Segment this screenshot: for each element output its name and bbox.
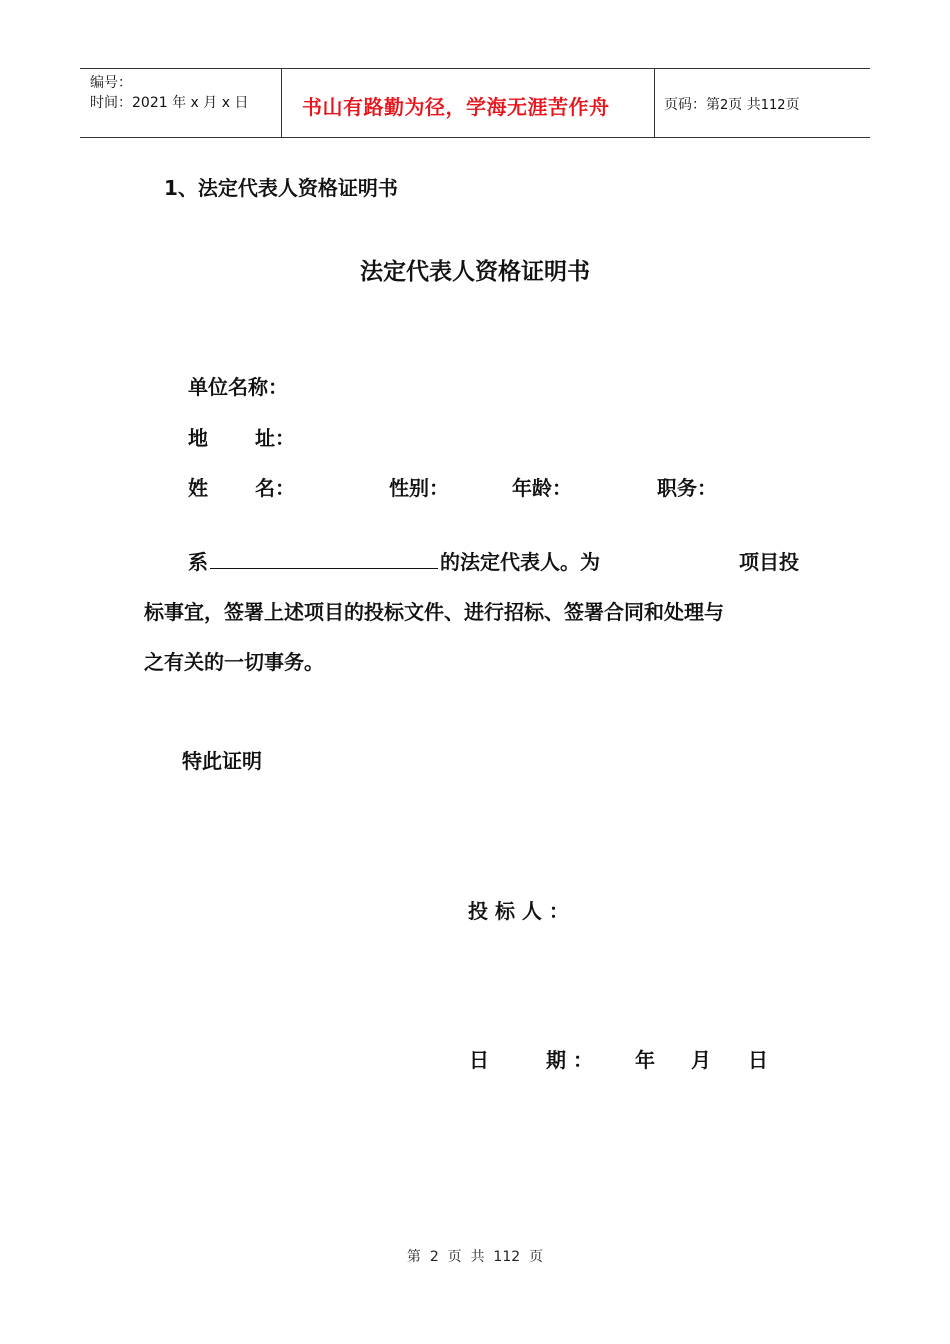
section-heading: 1、法定代表人资格证明书 xyxy=(164,176,398,200)
page-suffix: 页 xyxy=(785,97,800,113)
page-prefix: 页码：第 xyxy=(664,97,720,113)
closing-statement: 特此证明 xyxy=(182,749,262,773)
age-label: 年龄： xyxy=(512,476,572,500)
header-motto: 书山有路勤为径，学海无涯苦作舟 xyxy=(302,95,610,119)
month-label: 月 xyxy=(691,1048,711,1072)
serial-label: 编号： xyxy=(90,75,132,91)
header-table xyxy=(80,68,870,138)
body-line-1 xyxy=(188,546,600,575)
bidder-label: 投 标 人 ： xyxy=(468,899,569,923)
name-label-b: 名： xyxy=(255,476,295,500)
body-line-2: 标事宜，签署上述项目的投标文件、进行招标、签署合同和处理与 xyxy=(144,600,724,624)
unit-name-label: 单位名称： xyxy=(188,375,288,399)
body-line-1-mid: 的法定代表人。为 xyxy=(440,550,600,574)
body-line-3: 之有关的一切事务。 xyxy=(144,650,324,674)
body-line-1-start: 系 xyxy=(188,550,208,574)
blank-underline xyxy=(210,548,438,569)
page-footer: 第 2 页 共 112 页 xyxy=(406,1249,544,1265)
date-label-b: 期 ： xyxy=(546,1048,593,1072)
position-label: 职务： xyxy=(657,476,717,500)
page-total: 112 xyxy=(760,98,786,113)
time-label: 时间：2021 年 x 月 x 日 xyxy=(90,95,249,111)
header-divider xyxy=(281,69,282,137)
name-label-a: 姓 xyxy=(188,476,208,500)
year-label: 年 xyxy=(635,1048,655,1072)
date-label-a: 日 xyxy=(469,1048,489,1072)
header-page-info xyxy=(664,94,800,114)
gender-label: 性别： xyxy=(389,476,449,500)
header-divider xyxy=(654,69,655,137)
page-number: 2 xyxy=(720,98,729,113)
page-mid: 页 共 xyxy=(728,97,761,113)
header-meta xyxy=(90,73,248,113)
day-label: 日 xyxy=(748,1048,768,1072)
address-label-a: 地 xyxy=(188,426,208,450)
address-label-b: 址： xyxy=(255,426,295,450)
document-title: 法定代表人资格证明书 xyxy=(360,259,590,285)
body-line-1-end: 项目投 xyxy=(739,550,799,574)
